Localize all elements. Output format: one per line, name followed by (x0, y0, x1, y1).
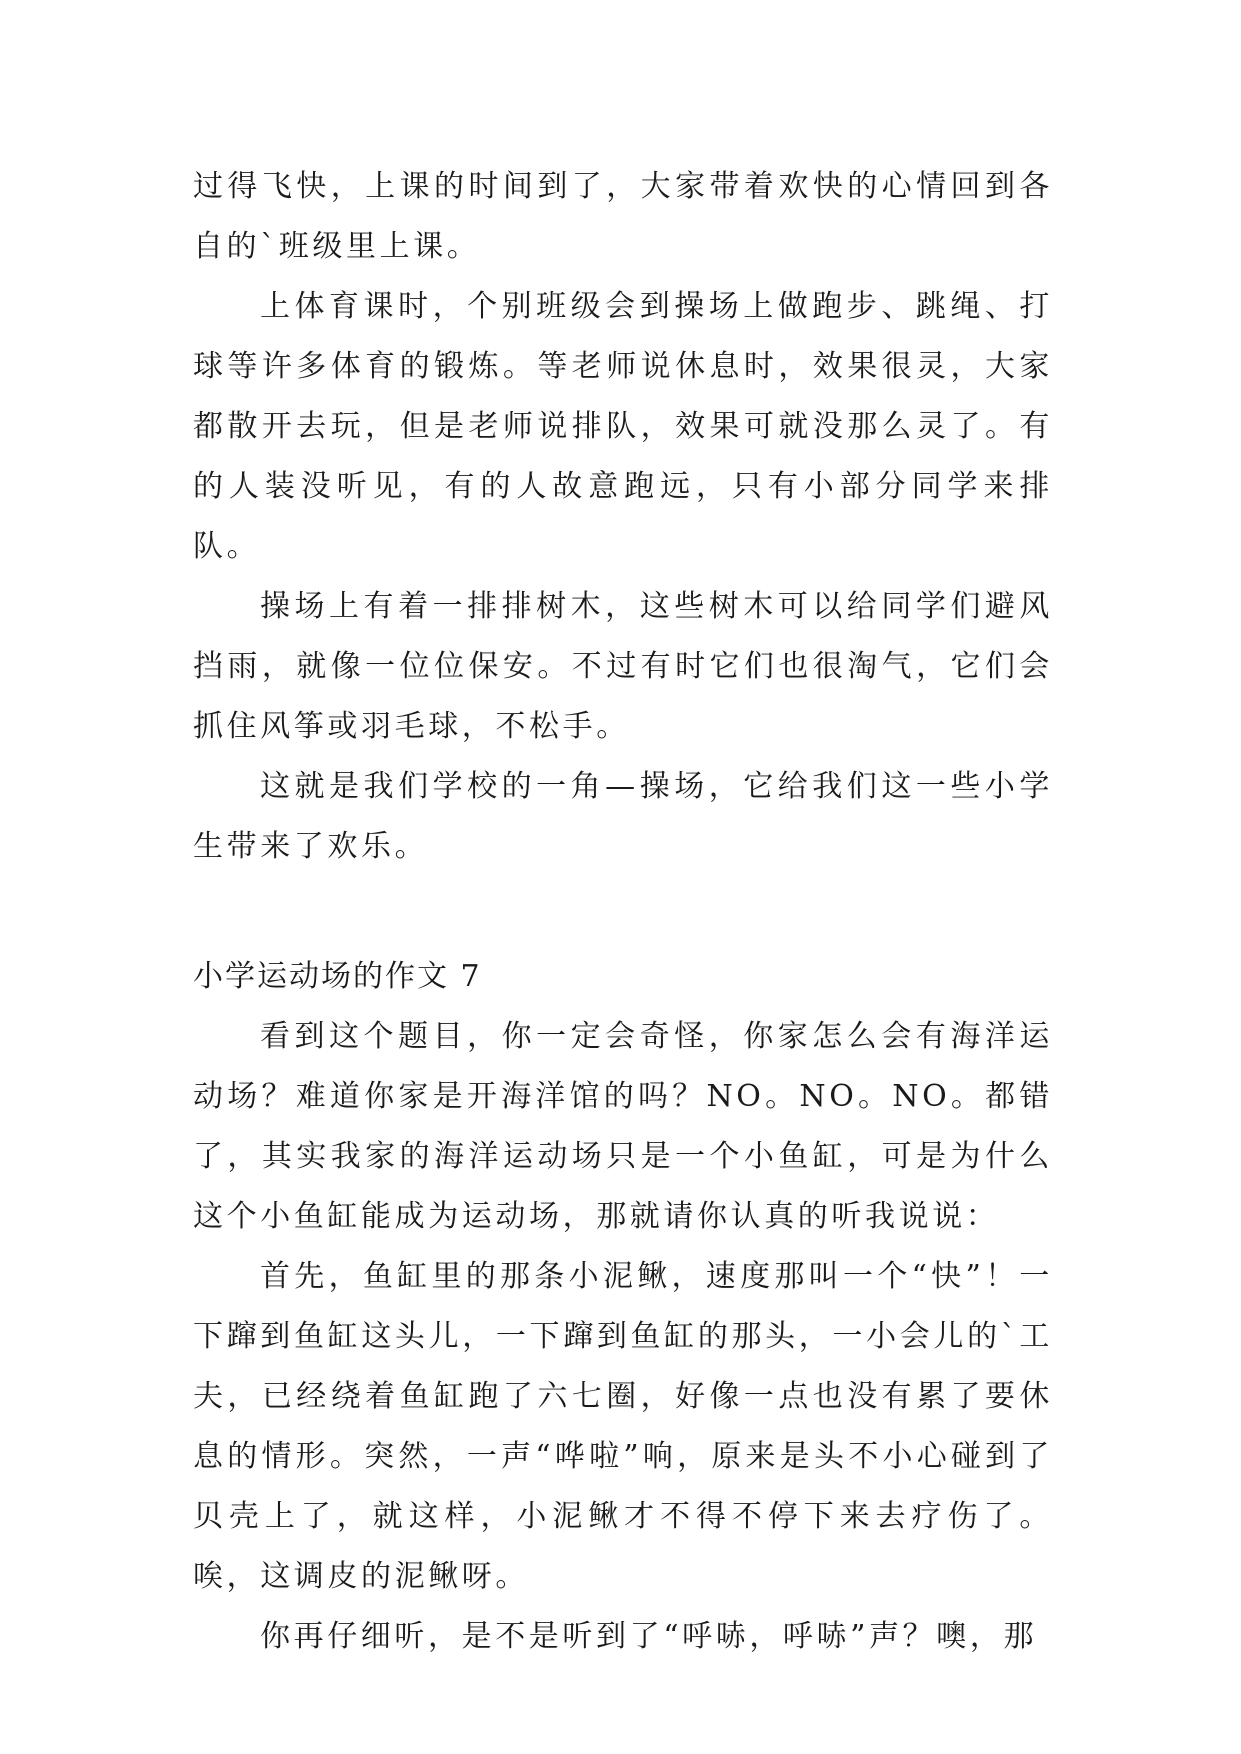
paragraph-trees: 操场上有着一排排树木，这些树木可以给同学们避风挡雨，就像一位位保安。不过有时它们也很淘气，它们会抓住风筝或羽毛球，不松手。 (193, 589, 1053, 744)
document-body (193, 157, 1053, 1667)
paragraph-intro: 看到这个题目，你一定会奇怪，你家怎么会有海洋运动场？难道你家是开海洋馆的吗？NO。NO。NO。都错了，其实我家的海洋运动场只是一个小鱼缸，可是为什么这个小鱼缸能成为运动场，那就请你认真的听我说说： (193, 1019, 1053, 1234)
paragraph-pe-class: 上体育课时，个别班级会到操场上做跑步、跳绳、打球等许多体育的锻炼。等老师说休息时，效果很灵，大家都散开去玩，但是老师说排队，效果可就没那么灵了。有的人装没听见，有的人故意跑远，只有小部分同学来排队。 (193, 289, 1053, 564)
essay-heading: 小学运动场的作文 7 (193, 959, 482, 994)
paragraph-conclusion: 这就是我们学校的一角—操场，它给我们这一些小学生带来了欢乐。 (193, 769, 1053, 864)
paragraph-listen: 你再仔细听，是不是听到了“呼哧，呼哧”声？噢，那 (260, 1619, 1038, 1654)
paragraph-continuation: 过得飞快，上课的时间到了，大家带着欢快的心情回到各自的`班级里上课。 (193, 169, 1053, 264)
paragraph-loach: 首先，鱼缸里的那条小泥鳅，速度那叫一个“快”！一下蹿到鱼缸这头儿，一下蹿到鱼缸的那头，一小会儿的`工夫，已经绕着鱼缸跑了六七圈，好像一点也没有累了要休息的情形。突然，一声“哗啦”响，原来是头不小心碰到了贝壳上了，就这样，小泥鳅才不得不停下来去疗伤了。唉，这调皮的泥鳅呀。 (193, 1259, 1053, 1594)
